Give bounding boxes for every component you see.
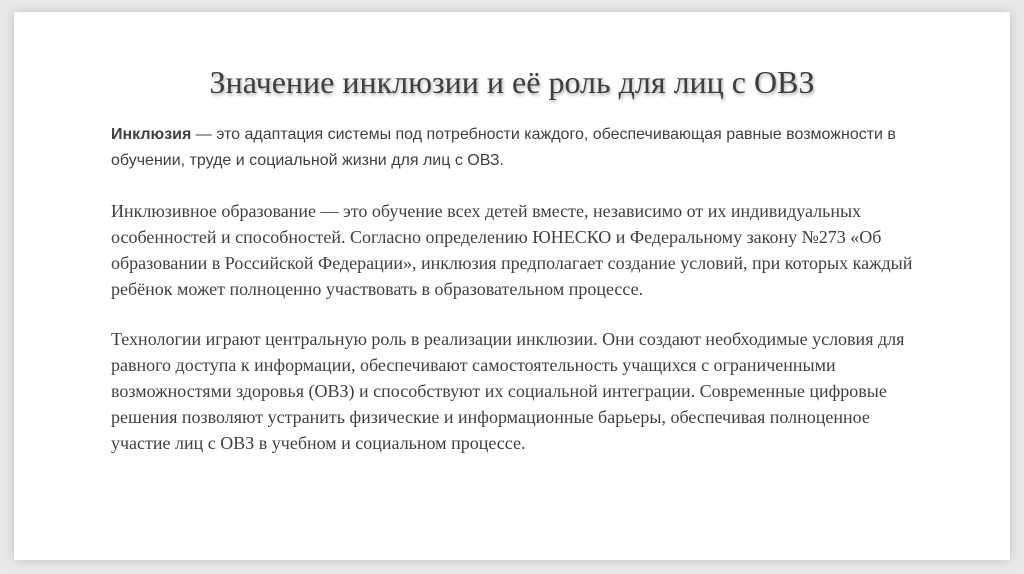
paragraph-inclusion-definition: [111, 122, 931, 174]
definition-text: — это адаптация системы под потребности каждого, обеспечивающая равные возможности в обучении, труде и социальной жизни для лиц с ОВЗ.: [111, 126, 896, 169]
slide: [14, 12, 1010, 560]
term-inclusion: Инклюзия: [111, 126, 192, 143]
paragraph-inclusive-education: Инклюзивное образование — это обучение всех детей вместе, независимо от их индивидуальных особенностей и способностей. Согласно определению ЮНЕСКО и Федеральному закону №273 «Об образовании в Российской Федерации», инклюзия предполагает создание условий, при которых каждый ребёнок может полноценно участвовать в образовательном процессе.: [111, 201, 913, 299]
slide-body: [111, 122, 931, 480]
slide-title: Значение инклюзии и её роль для лиц с ОВЗ: [209, 64, 815, 100]
paragraph-technologies: Технологии играют центральную роль в реализации инклюзии. Они создают необходимые условия для равного доступа к информации, обеспечивают самостоятельность учащихся с ограниченными возможностями здоровья (ОВЗ) и способствуют их социальной интеграции. Современные цифровые решения позволяют устранить физические и информационные барьеры, обеспечивая полноценное участие лиц с ОВЗ в учебном и социальном процессе.: [111, 329, 905, 453]
